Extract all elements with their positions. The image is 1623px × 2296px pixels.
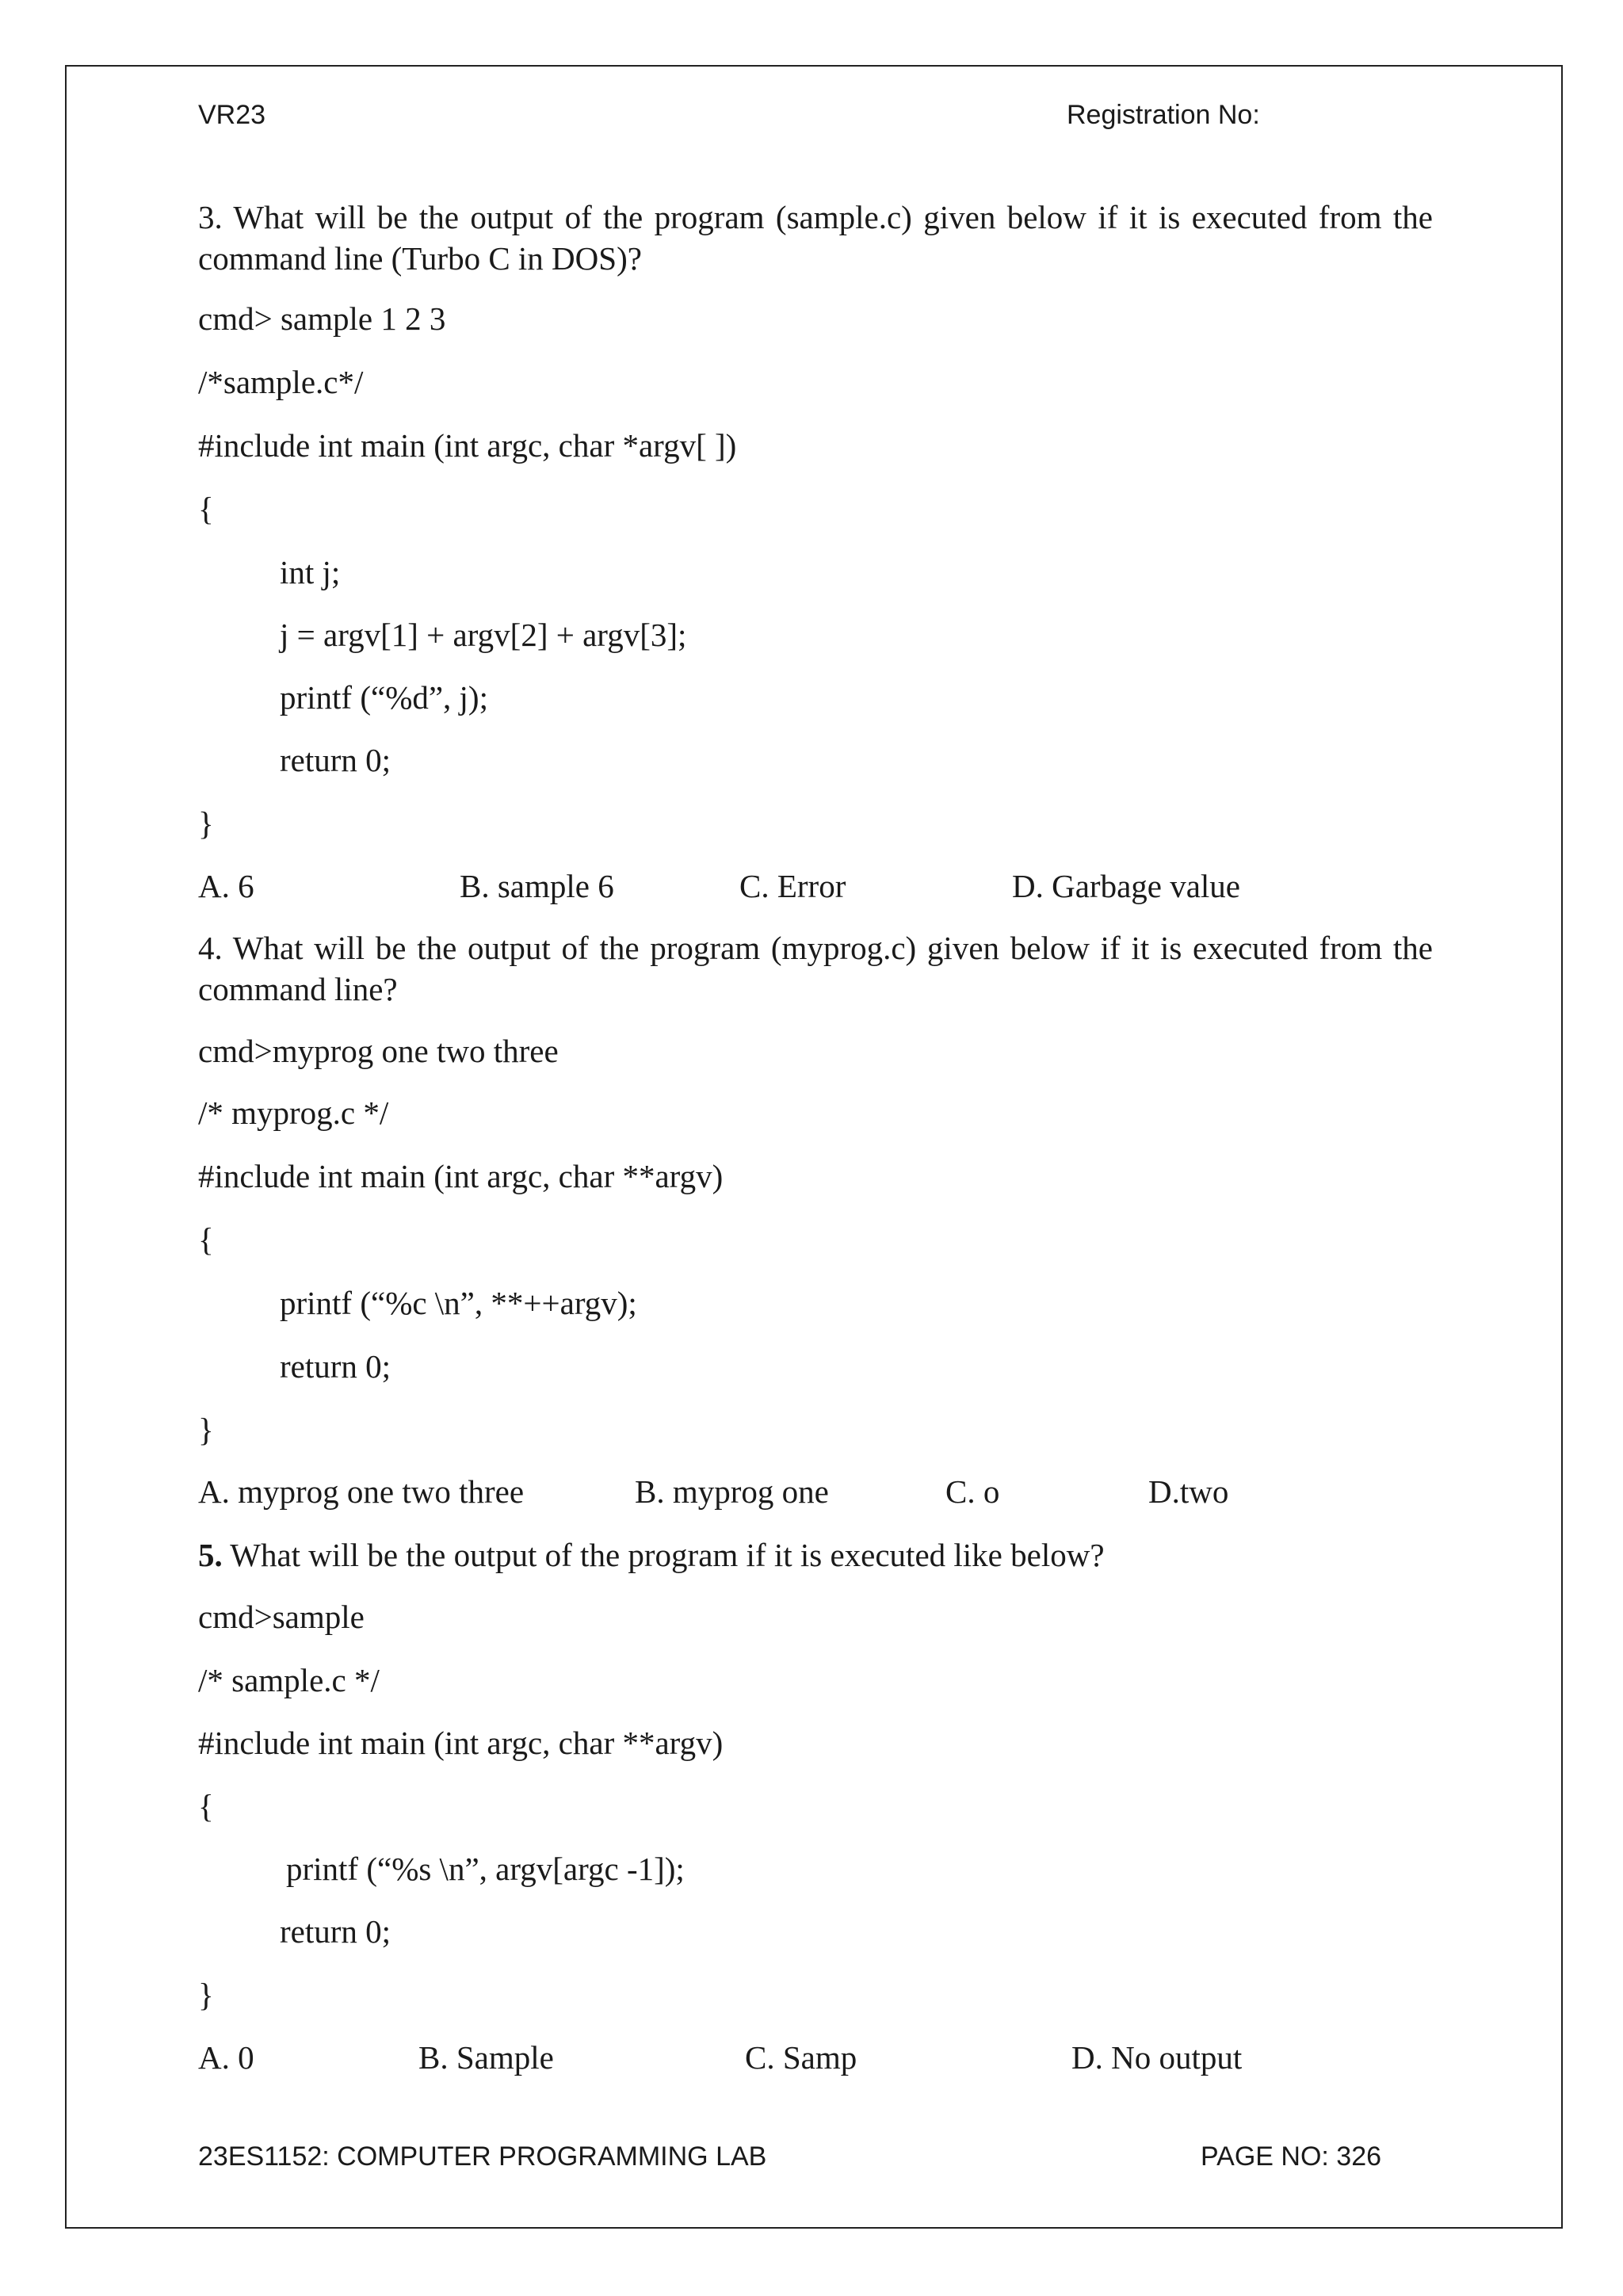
q5-code-line: printf (“%s \n”, argv[argc -1]); xyxy=(286,1851,685,1887)
q3-code-line: #include int main (int argc, char *argv[ ]) xyxy=(198,427,737,464)
q3-option-c: C. Error xyxy=(739,868,846,904)
q5-code-line: /* sample.c */ xyxy=(198,1662,380,1698)
q5-command: cmd>sample xyxy=(198,1599,365,1635)
q5-option-b: B. Sample xyxy=(418,2039,554,2076)
q5-question: What will be the output of the program if it is executed like below? xyxy=(222,1537,1105,1573)
q4-code-line: return 0; xyxy=(280,1348,391,1385)
q3-code-line: { xyxy=(198,491,214,527)
registration-label: Registration No: xyxy=(1067,100,1260,130)
q5-code-line: { xyxy=(198,1788,214,1824)
q3-option-b: B. sample 6 xyxy=(460,868,614,904)
q3-code-line: j = argv[1] + argv[2] + argv[3]; xyxy=(280,617,687,653)
q5-number: 5. xyxy=(198,1537,223,1573)
q4-code-line: #include int main (int argc, char **argv) xyxy=(198,1158,724,1194)
q4-code-line: } xyxy=(198,1412,214,1448)
q4-option-b: B. myprog one xyxy=(635,1473,829,1510)
q3-code-line: int j; xyxy=(280,554,341,590)
q4-command: cmd>myprog one two three xyxy=(198,1033,559,1069)
q5-option-a: A. 0 xyxy=(198,2039,254,2076)
q4-option-a: A. myprog one two three xyxy=(198,1473,525,1510)
q3-code-line: } xyxy=(198,805,214,842)
q4-code-line: { xyxy=(198,1221,214,1258)
q3-code-line: return 0; xyxy=(280,742,391,778)
q4-code-line: /* myprog.c */ xyxy=(198,1095,389,1131)
q3-option-d: D. Garbage value xyxy=(1012,868,1241,904)
header-code: VR23 xyxy=(198,100,266,130)
question-3-text: 3. What will be the output of the program (sample.c) given below if it is executed from the command line (Turbo C in DOS)? xyxy=(198,199,1433,277)
q4-option-c: C. o xyxy=(945,1473,1000,1510)
course-footer: 23ES1152: COMPUTER PROGRAMMING LAB xyxy=(198,2141,767,2172)
q4-code-line: printf (“%c \n”, **++argv); xyxy=(280,1285,637,1321)
q5-code-line: #include int main (int argc, char **argv) xyxy=(198,1725,724,1761)
q5-code-line: return 0; xyxy=(280,1913,391,1950)
q3-command: cmd> sample 1 2 3 xyxy=(198,300,446,337)
q5-option-d: D. No output xyxy=(1071,2039,1243,2076)
q4-option-d: D.two xyxy=(1148,1473,1229,1510)
question-5-text xyxy=(198,1536,1105,1574)
q3-option-a: A. 6 xyxy=(198,868,254,904)
q3-code-line: /*sample.c*/ xyxy=(198,364,364,400)
page-number: PAGE NO: 326 xyxy=(1201,2141,1382,2172)
q5-option-c: C. Samp xyxy=(745,2039,857,2076)
q3-code-line: printf (“%d”, j); xyxy=(280,679,488,716)
q5-code-line: } xyxy=(198,1977,214,2013)
question-4-text: 4. What will be the output of the program (myprog.c) given below if it is executed from the command line? xyxy=(198,930,1433,1007)
